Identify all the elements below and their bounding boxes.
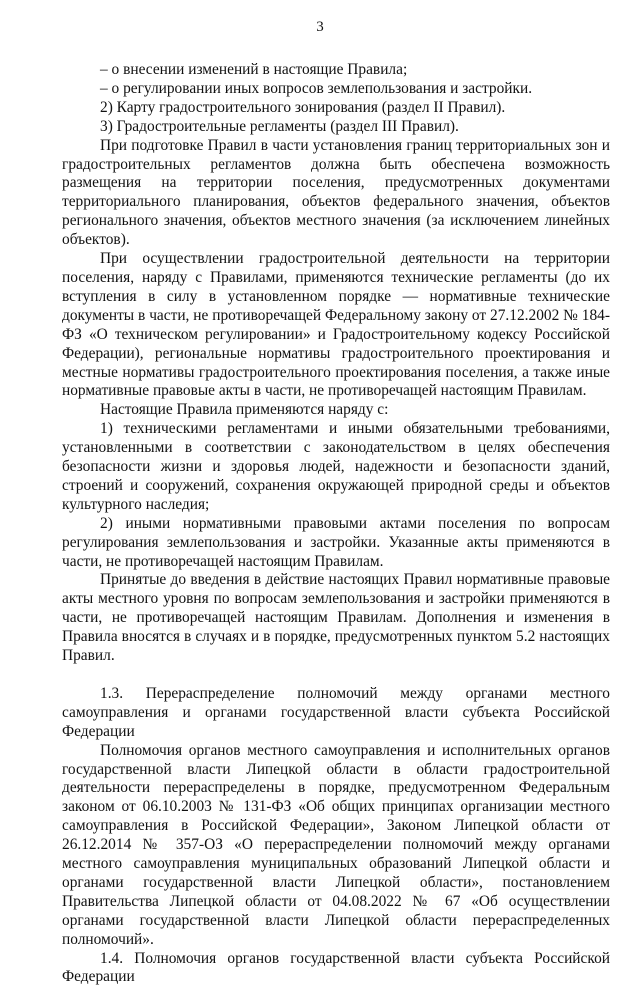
paragraph-technical-regulations: При осуществлении градостроительной деятельности на территории поселения, наряду с Правилами, применяются технические регламенты (до их вступления в силу в установленном порядке — нормативные технические документы в части, не противоречащей Федеральному закону от 27.12.2002 № 184-ФЗ «О техническом регулировании» и Градостроительному кодексу Российской Федерации), региональные нормативы градостроительного проектирования и местные нормативы градостроительного проектирования поселения, а также иные нормативные правовые акты в части, не противоречащей настоящим Правилам.: [62, 250, 610, 400]
list-item-zoning-map: 2) Карту градостроительного зонирования (раздел II Правил).: [100, 98, 506, 116]
paragraph-prior-acts: Принятые до введения в действие настоящих Правил нормативные правовые акты местного уровня по вопросам землепользования и застройки применяются в части, не противоречащей настоящим Правилам. Дополнения и изменения в Правила вносятся в случаях и в порядке, предусмотренных пунктом 5.2 настоящих Правил.: [62, 571, 610, 665]
paragraph-applied-along: Настоящие Правила применяются наряду с:: [100, 401, 389, 419]
paragraph-zone-boundaries: При подготовке Правил в части установления границ территориальных зон и градостроительных регламентов должна быть обеспечена возможность размещения на территории поселения, предусмотренных документами территориального планирования, объектов федерального значения, объектов регионального значения, объектов местного значения (за исключением линейных объектов).: [62, 136, 610, 249]
list-item-amendments: ‒ о внесении изменений в настоящие Правила;: [100, 61, 408, 78]
document-body: [62, 61, 610, 987]
section-heading-1-4: 1.4. Полномочия органов государственной власти субъекта Российской Федерации: [62, 949, 610, 986]
list-item-technical-requirements: 1) техническими регламентами и иными обязательными требованиями, установленными в соответствии с законодательством в целях обеспечения безопасности жизни и здоровья людей, надежности и безопасности зданий, строений и сооружений, сохранения окружающей природной среды и объектов культурного наследия;: [62, 420, 610, 513]
section-heading-1-3: 1.3. Перераспределение полномочий между органами местного самоуправления и органами государственной власти субъекта Российской Федерации: [62, 684, 610, 740]
page-number: 3: [316, 19, 324, 35]
list-item-regulations: 3) Градостроительные регламенты (раздел III Правил).: [100, 117, 459, 135]
list-item-other-issues: ‒ о регулировании иных вопросов землепользования и застройки.: [100, 79, 533, 97]
list-item-normative-acts: 2) иными нормативными правовыми актами поселения по вопросам регулирования землепользования и застройки. Указанные акты применяются в части, не противоречащей настоящим Правилам.: [62, 514, 610, 570]
paragraph-powers-redistribution: Полномочия органов местного самоуправления и исполнительных органов государственной власти Липецкой области в области градостроительной деятельности перераспределены в порядке, предусмотренном Федеральным законом от 06.10.2003 № 131-ФЗ «Об общих принципах организации местного самоуправления в Российской Федерации», Законом Липецкой области от 26.12.2014 № 357-ОЗ «О перераспределении полномочий между органами местного самоуправления муниципальных образований Липецкой области и органами государственной власти Липецкой области», постановлением Правительства Липецкой области от 04.08.2022 № 67 «Об осуществлении органами государственной власти Липецкой области перераспределенных полномочий».: [62, 741, 610, 948]
